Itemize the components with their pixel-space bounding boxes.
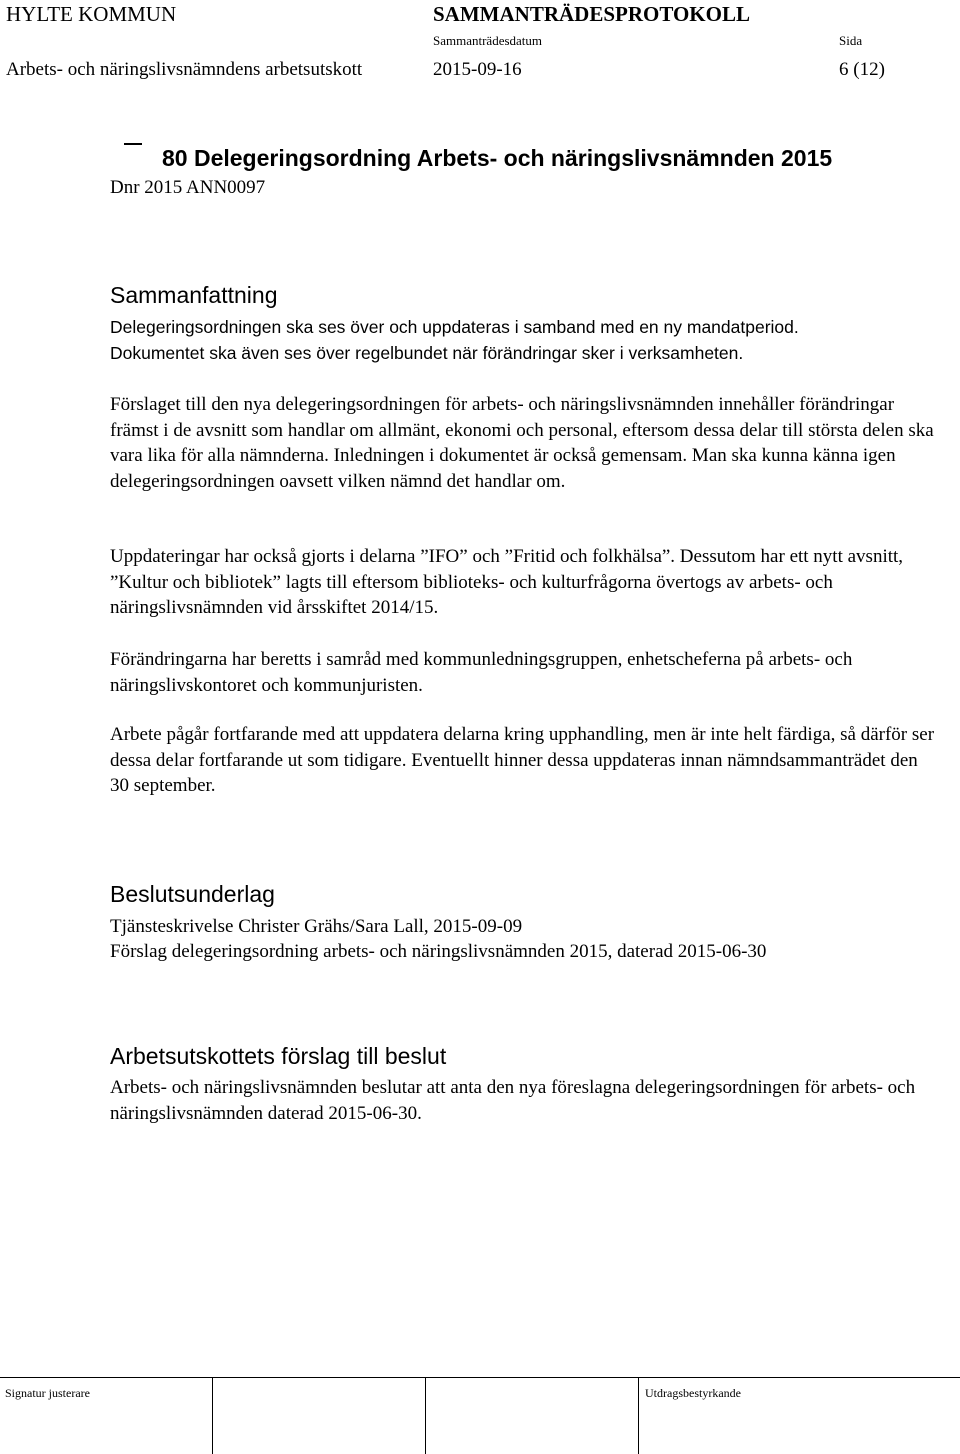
summary-heading: Sammanfattning	[110, 282, 278, 308]
proposal-text: Arbets- och näringslivsnämnden beslutar att anta den nya föreslagna delegeringsordningen för arbets- och näringslivsnämnden daterad 2015-06-30.	[110, 1077, 916, 1124]
summary-paragraph-1: Förslaget till den nya delegeringsordningen för arbets- och näringslivsnämnden innehåller förändringar främst i de avsnitt som handlar om allmänt, ekonomi och personal, eftersom dessa delar till största delen ska vara lika för alla nämnderna. Inledningen i dokumentet är också gemensam. Man ska kunna känna igen delegeringsordningen oavsett vilken nämnd det handlar om.	[110, 394, 934, 492]
meeting-date: 2015-09-16	[433, 59, 522, 80]
page-caption: Sida	[839, 33, 863, 48]
date-caption: Sammanträdesdatum	[433, 33, 543, 48]
summary-intro-line1: Delegeringsordningen ska ses över och uppdateras i samband med en ny mandatperiod.	[110, 317, 799, 337]
proposal-heading: Arbetsutskottets förslag till beslut	[110, 1043, 447, 1069]
document-type: SAMMANTRÄDESPROTOKOLL	[433, 2, 750, 26]
signature-label: Signatur justerare	[5, 1386, 90, 1400]
footer-divider-1	[212, 1377, 213, 1454]
summary-intro	[110, 315, 940, 366]
committee-name: Arbets- och näringslivsnämndens arbetsutskott	[6, 59, 363, 80]
basis-heading: Beslutsunderlag	[110, 881, 275, 907]
page-number: 6 (12)	[839, 59, 885, 80]
basis-line-1: Tjänsteskrivelse Christer Grähs/Sara Lall, 2015-09-09	[110, 916, 523, 937]
footer-top-rule	[0, 1377, 960, 1378]
summary-paragraph-3: Förändringarna har beretts i samråd med kommunledningsgruppen, enhetscheferna på arbets- och näringslivskontoret och kommunjuristen.	[110, 649, 853, 696]
summary-intro-line2: Dokumentet ska även ses över regelbundet när förändringar sker i verksamheten.	[110, 342, 744, 363]
item-marker	[124, 143, 142, 145]
summary-paragraph-4: Arbete pågår fortfarande med att uppdatera delarna kring upphandling, men är inte helt färdiga, så därför ser dessa delar fortfarande ut som tidigare. Eventuellt hinner dessa uppdateras innan nämndsammanträdet den 30 september.	[110, 724, 935, 796]
summary-paragraph-2: Uppdateringar har också gjorts i delarna ”IFO” och ”Fritid och folkhälsa”. Dessutom har ett nytt avsnitt, ”Kultur och bibliotek” lagts till eftersom biblioteks- och kulturfrågorna övertogs av arbets- och näringslivsnämnden vid årsskiftet 2014/15.	[110, 546, 904, 618]
footer-divider-3	[638, 1377, 639, 1454]
item-title: 80 Delegeringsordning Arbets- och näringslivsnämnden 2015	[162, 145, 833, 171]
organization-name: HYLTE KOMMUN	[6, 2, 177, 26]
basis-line-2: Förslag delegeringsordning arbets- och näringslivsnämnden 2015, daterad 2015-06-30	[110, 941, 767, 962]
extract-label: Utdragsbestyrkande	[645, 1386, 741, 1400]
item-dnr: Dnr 2015 ANN0097	[110, 177, 266, 198]
footer-divider-2	[425, 1377, 426, 1454]
